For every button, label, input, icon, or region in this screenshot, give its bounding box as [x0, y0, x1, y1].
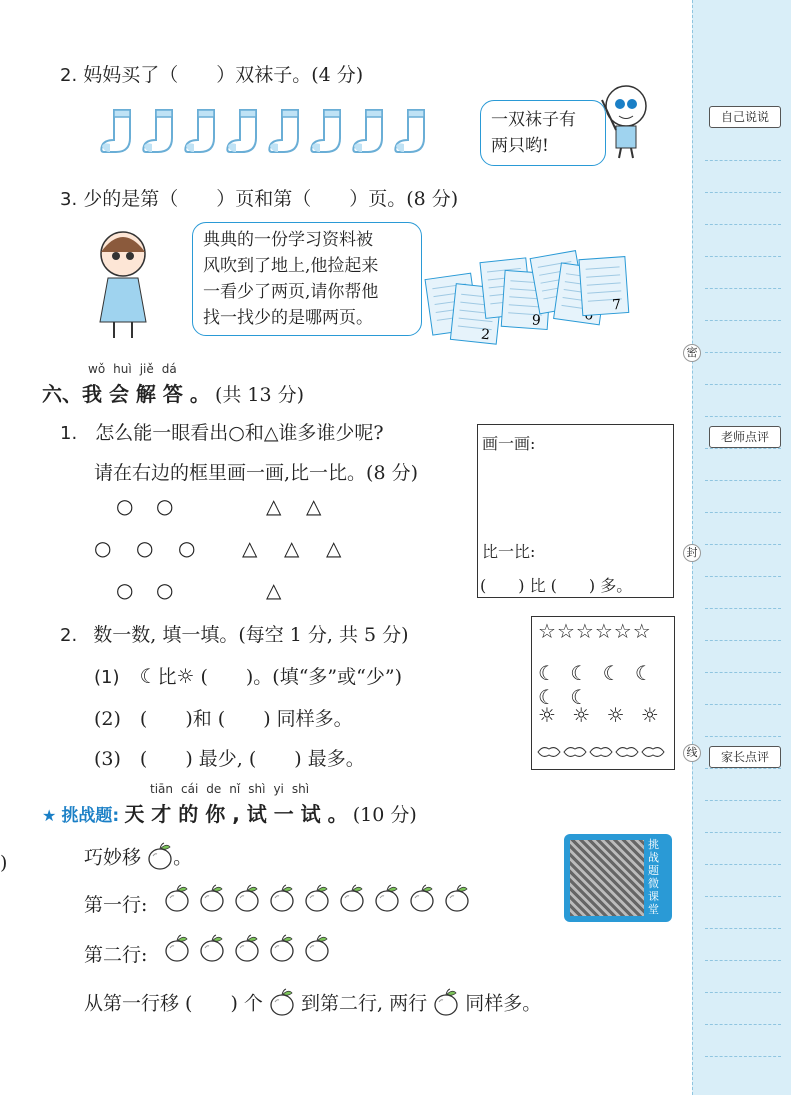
- apple-icon: [269, 999, 295, 1021]
- sub-question-1: [94, 662, 402, 689]
- challenge-pinyin: [150, 782, 317, 796]
- bubble-line: 风吹到了地上,他捡起来: [203, 256, 379, 276]
- cloud-icon: [616, 748, 638, 757]
- question-2: [60, 60, 363, 87]
- moon-icon: ☾: [538, 661, 556, 685]
- apple-icon: [199, 934, 225, 966]
- challenge-intro: [84, 842, 192, 875]
- sun-icon: ☼: [176, 664, 195, 688]
- apple-icon: [269, 934, 295, 966]
- margin-rule: [705, 928, 781, 929]
- question-text: 到第二行, 两行: [301, 992, 428, 1015]
- section-title: 六、我 会 解 答 。: [42, 382, 210, 406]
- parent-comment-tag: 家长点评: [709, 746, 781, 768]
- triangle-shape: △: [326, 536, 342, 560]
- cloud-icon: [564, 748, 586, 757]
- qr-code-panel[interactable]: [564, 834, 672, 922]
- apple-icon: [199, 884, 225, 916]
- bubble-line: 两只哟!: [491, 136, 549, 156]
- challenge-score: (10 分): [352, 804, 417, 826]
- margin-rule: [705, 992, 781, 993]
- intro-text: 巧妙移: [84, 846, 142, 869]
- apple-row-1: [164, 884, 479, 916]
- drawing-box[interactable]: [477, 424, 674, 598]
- question-3: [60, 184, 458, 211]
- bubble-line: 一看少了两页,请你帮他: [203, 282, 379, 302]
- moons-row: [538, 661, 674, 709]
- compare-answer[interactable]: ( ) 比 ( ) 多。: [480, 576, 633, 595]
- circle-shape: ○: [156, 578, 174, 602]
- margin-rule: [705, 832, 781, 833]
- question-number: 2.: [60, 65, 78, 86]
- star-icon: ★: [42, 806, 57, 825]
- pinyin-syllable: de: [206, 782, 222, 796]
- sock-icon: [100, 108, 134, 158]
- question-number: 2.: [60, 625, 78, 646]
- margin-rule: [705, 480, 781, 481]
- star-icon: ☆: [538, 619, 557, 643]
- margin-rule: [705, 192, 781, 193]
- sun-icon: ☼: [538, 703, 556, 727]
- sun-icon: ☼: [640, 703, 659, 727]
- moon-icon: ☾: [139, 664, 158, 688]
- star-icon: ☆: [594, 619, 614, 643]
- margin-rule: [705, 320, 781, 321]
- question-text: 少的是第（ ）页和第（ ）页。(8 分): [83, 188, 459, 210]
- margin-rule: [705, 704, 781, 705]
- suns-row: [538, 703, 659, 727]
- moon-icon: ☾: [538, 685, 556, 709]
- sub-text: ( )。(填“多”或“少”): [200, 666, 402, 688]
- margin-rule: [705, 384, 781, 385]
- page-number: 2: [480, 326, 491, 344]
- sock-icon: [226, 108, 260, 158]
- margin-rule: [705, 608, 781, 609]
- pinyin-syllable: shì: [248, 782, 266, 796]
- scattered-pages-illustration: [425, 250, 635, 344]
- question-number: 1.: [60, 423, 78, 444]
- sock-icon: [352, 108, 386, 158]
- circle-shape: ○: [116, 494, 134, 518]
- sock-icon: [268, 108, 302, 158]
- pinyin-syllable: yi: [273, 782, 284, 796]
- circle-shape: ○: [116, 578, 134, 602]
- sub-text: 比: [157, 666, 177, 688]
- margin-rule: [705, 288, 781, 289]
- cloud-icon: [590, 748, 612, 757]
- circle-shape: ○: [94, 536, 112, 560]
- margin-column: [692, 0, 791, 1095]
- sock-icon: [142, 108, 176, 158]
- margin-rule: [705, 640, 781, 641]
- margin-rule: [705, 1056, 781, 1057]
- margin-rule: [705, 800, 781, 801]
- apple-icon: [339, 884, 365, 916]
- row-2-label: 第二行:: [84, 944, 148, 966]
- margin-rule: [705, 416, 781, 417]
- circle-shape: ○: [156, 494, 174, 518]
- cartoon-girl-illustration: [90, 222, 160, 342]
- apple-icon: [304, 934, 330, 966]
- pinyin-syllable: cái: [181, 782, 199, 796]
- margin-rule: [705, 448, 781, 449]
- pinyin-syllable: shì: [291, 782, 310, 796]
- moon-icon: ☾: [570, 661, 589, 685]
- seal-mark: 线: [683, 744, 701, 762]
- pinyin-syllable: nǐ: [229, 782, 241, 796]
- apple-icon: [269, 884, 295, 916]
- pinyin-syllable: huì: [113, 362, 132, 376]
- margin-rule: [705, 1024, 781, 1025]
- qr-label: 挑战题微课堂: [648, 838, 659, 916]
- bubble-line: 找一找少的是哪两页。: [203, 308, 373, 328]
- socks-row: [100, 108, 440, 158]
- pinyin-syllable: jiě: [139, 362, 154, 376]
- counting-grid: [531, 616, 675, 770]
- challenge-label: 挑战题:: [61, 806, 120, 826]
- problem-1-line2: 请在右边的框里画一画,比一比。(8 分): [94, 462, 418, 484]
- sub-number: (1): [94, 667, 120, 688]
- cloud-icon: [538, 748, 560, 757]
- clouds-row: [536, 743, 670, 761]
- stars-row: [538, 619, 652, 643]
- margin-rule: [705, 896, 781, 897]
- bubble-line: 典典的一份学习资料被: [203, 230, 373, 250]
- margin-rule: [705, 224, 781, 225]
- intro-text: 。: [173, 846, 193, 869]
- star-icon: ☆: [575, 619, 595, 643]
- cartoon-boy-illustration: [594, 80, 664, 160]
- compare-label: 比一比:: [482, 542, 536, 561]
- margin-rule: [705, 864, 781, 865]
- question-text: 妈妈买了（ ）双袜子。(4 分): [83, 64, 364, 86]
- margin-rule: [705, 160, 781, 161]
- moon-icon: ☾: [570, 685, 589, 709]
- stray-mark: ): [0, 852, 8, 874]
- triangle-shape: △: [306, 494, 322, 518]
- apple-icon: [433, 999, 459, 1021]
- apple-icon: [147, 853, 173, 875]
- challenge-question: [84, 988, 541, 1021]
- pinyin-syllable: tiān: [150, 782, 173, 796]
- margin-rule: [705, 672, 781, 673]
- question-text: 怎么能一眼看出○和△谁多谁少呢?: [95, 422, 384, 444]
- margin-rule: [705, 960, 781, 961]
- paper-page: [579, 257, 629, 316]
- speech-bubble: [192, 222, 422, 336]
- question-number: 3.: [60, 189, 78, 210]
- moon-icon: ☾: [634, 661, 653, 685]
- sock-icon: [184, 108, 218, 158]
- sun-icon: ☼: [572, 703, 591, 727]
- pinyin-syllable: wǒ: [88, 362, 106, 376]
- page-number: 7: [611, 296, 622, 314]
- triangle-shape: △: [266, 578, 282, 602]
- circle-shape: ○: [136, 536, 154, 560]
- margin-rule: [705, 544, 781, 545]
- apple-icon: [234, 934, 260, 966]
- sock-icon: [394, 108, 428, 158]
- row-1-label: 第一行:: [84, 894, 148, 916]
- star-icon: ☆: [632, 619, 652, 643]
- sun-icon: ☼: [606, 703, 625, 727]
- section-6-title: [42, 378, 304, 407]
- draw-label: 画一画:: [482, 434, 536, 453]
- seal-mark: 封: [683, 544, 701, 562]
- section-pinyin: [88, 362, 185, 376]
- challenge-title: [42, 798, 417, 827]
- apple-icon: [234, 884, 260, 916]
- apple-icon: [409, 884, 435, 916]
- sub-question-3: (3) ( ) 最少, ( ) 最多。: [94, 748, 365, 770]
- star-icon: ☆: [613, 619, 633, 643]
- cloud-icon: [642, 748, 664, 757]
- apple-icon: [304, 884, 330, 916]
- bubble-line: 一双袜子有: [491, 110, 576, 130]
- section-score: (共 13 分): [214, 384, 305, 406]
- sock-icon: [310, 108, 344, 158]
- qr-code[interactable]: [570, 840, 644, 916]
- circle-shape: ○: [178, 536, 196, 560]
- margin-rule: [705, 256, 781, 257]
- question-text: 数一数, 填一填。(每空 1 分, 共 5 分): [93, 624, 409, 646]
- triangle-shape: △: [284, 536, 300, 560]
- margin-rule: [705, 768, 781, 769]
- speech-bubble: [480, 100, 606, 166]
- moon-icon: ☾: [602, 661, 621, 685]
- teacher-comment-tag: 老师点评: [709, 426, 781, 448]
- apple-icon: [164, 934, 190, 966]
- page-number: 9: [531, 312, 542, 329]
- question-text: 从第一行移 ( ) 个: [84, 992, 263, 1015]
- margin-rule: [705, 512, 781, 513]
- triangle-shape: △: [242, 536, 258, 560]
- apple-row-2: [164, 934, 339, 966]
- apple-icon: [444, 884, 470, 916]
- question-text: 同样多。: [465, 992, 542, 1015]
- apple-icon: [164, 884, 190, 916]
- pinyin-syllable: dá: [161, 362, 177, 376]
- seal-mark: 密: [683, 344, 701, 362]
- margin-rule: [705, 736, 781, 737]
- star-icon: ☆: [556, 619, 576, 643]
- triangle-shape: △: [266, 494, 282, 518]
- margin-rule: [705, 576, 781, 577]
- self-comment-tag: 自己说说: [709, 106, 781, 128]
- margin-rule: [705, 352, 781, 353]
- problem-2: [60, 620, 409, 647]
- problem-1-line1: [60, 418, 384, 445]
- sub-question-2: (2) ( )和 ( ) 同样多。: [94, 708, 353, 730]
- shapes-area: [90, 494, 390, 604]
- apple-icon: [374, 884, 400, 916]
- challenge-heading: 天 才 的 你 , 试 一 试 。: [124, 802, 348, 826]
